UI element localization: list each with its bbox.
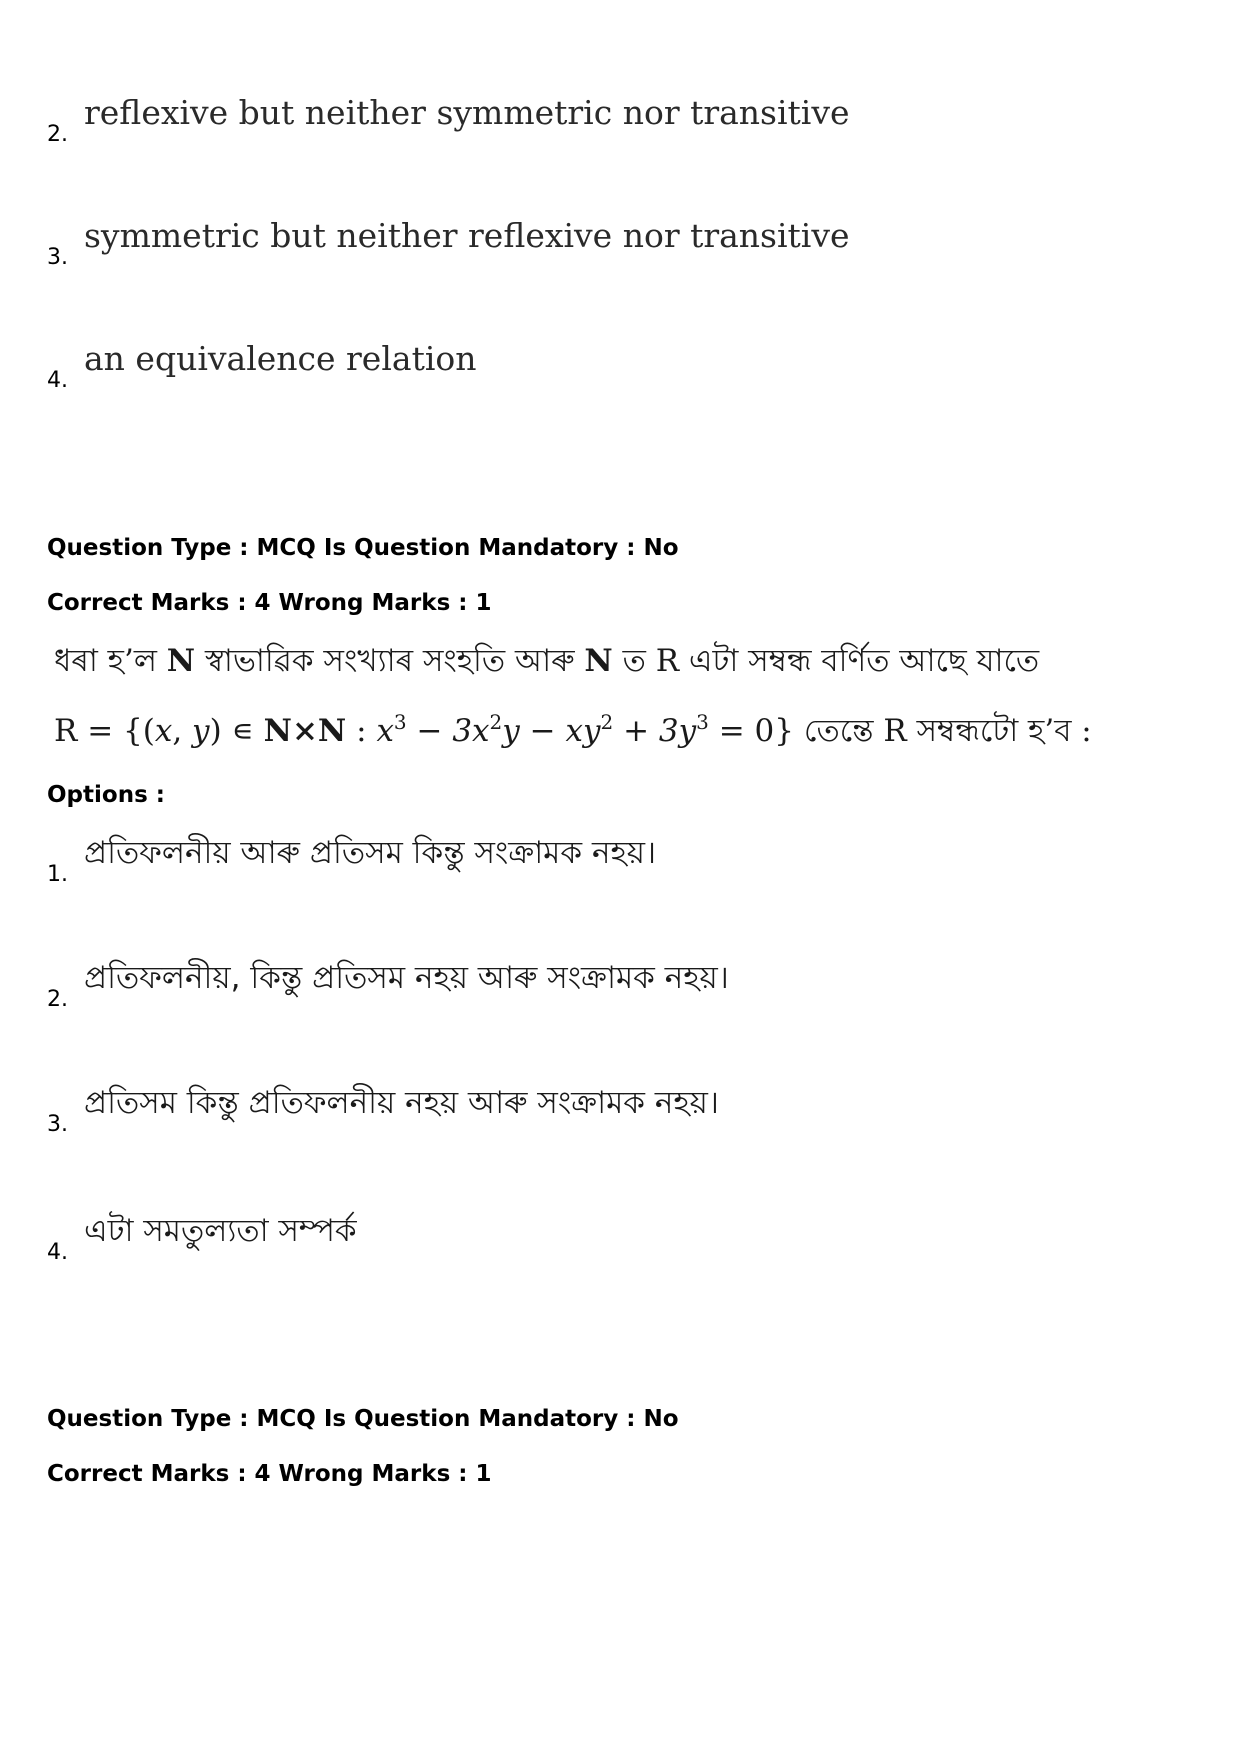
option-number: 4. — [47, 1240, 68, 1265]
equation-term: y − xy — [502, 713, 601, 749]
equation-term: x — [376, 713, 394, 749]
var-x: x — [154, 713, 173, 749]
option-text: reflexive but neither symmetric nor transitive — [84, 93, 850, 132]
option-text: প্ৰতিসম কিন্তু প্ৰতিফলনীয় নহয় আৰু সংক্ৰামক নহয়। — [84, 1085, 719, 1121]
option-number: 1. — [47, 862, 68, 887]
option-number: 3. — [47, 1112, 68, 1137]
question-type-line: Question Type : MCQ Is Question Mandatory : No — [47, 535, 679, 561]
option-number: 4. — [47, 368, 68, 393]
option-number: 2. — [47, 122, 68, 147]
option-text: প্ৰতিফলনীয় আৰু প্ৰতিসম কিন্তু সংক্ৰামক নহয়। — [84, 835, 657, 871]
relation-lhs: R = {( — [54, 713, 155, 749]
element-of: ) ∊ — [209, 713, 264, 749]
marks-line: Correct Marks : 4 Wrong Marks : 1 — [47, 590, 492, 616]
next-question-type-line: Question Type : MCQ Is Question Mandatory : No — [47, 1406, 679, 1432]
option-text: symmetric but neither reflexive nor transitive — [84, 216, 850, 255]
question-text-part: ধৰা হ’ল — [54, 643, 167, 679]
cartesian-product: N×N — [263, 713, 347, 749]
exponent: 2 — [600, 710, 614, 734]
exponent: 3 — [393, 710, 407, 734]
options-label: Options : — [47, 782, 165, 808]
question-text-line-1 — [54, 643, 1040, 679]
option-number: 2. — [47, 987, 68, 1012]
var-y: y — [192, 713, 210, 749]
option-number: 3. — [47, 245, 68, 270]
natural-numbers-symbol: N — [584, 643, 613, 679]
option-text: an equivalence relation — [84, 339, 477, 378]
equation-term: + 3y — [613, 713, 697, 749]
exponent: 3 — [696, 710, 709, 734]
colon: : — [346, 713, 377, 749]
question-text-line-2 — [54, 710, 1092, 749]
comma: , — [172, 713, 193, 749]
question-text-part: স্বাভাৱিক সংখ্যাৰ সংহতি আৰু — [195, 643, 585, 679]
natural-numbers-symbol: N — [166, 643, 196, 679]
option-text: প্ৰতিফলনীয়, কিন্তু প্ৰতিসম নহয় আৰু সংক্ৰামক নহয়। — [84, 960, 729, 996]
option-text: এটা সমতুল্যতা সম্পৰ্ক — [84, 1213, 357, 1249]
equation-term: − 3x — [406, 713, 490, 749]
equation-end: = 0} — [708, 713, 795, 749]
question-text-part: ত R এটা সম্বন্ধ বৰ্ণিত আছে যাতে — [612, 643, 1040, 679]
next-marks-line: Correct Marks : 4 Wrong Marks : 1 — [47, 1461, 492, 1487]
exponent: 2 — [489, 710, 503, 734]
question-text-part: তেন্তে R সম্বন্ধটো হ’ব : — [794, 713, 1092, 749]
